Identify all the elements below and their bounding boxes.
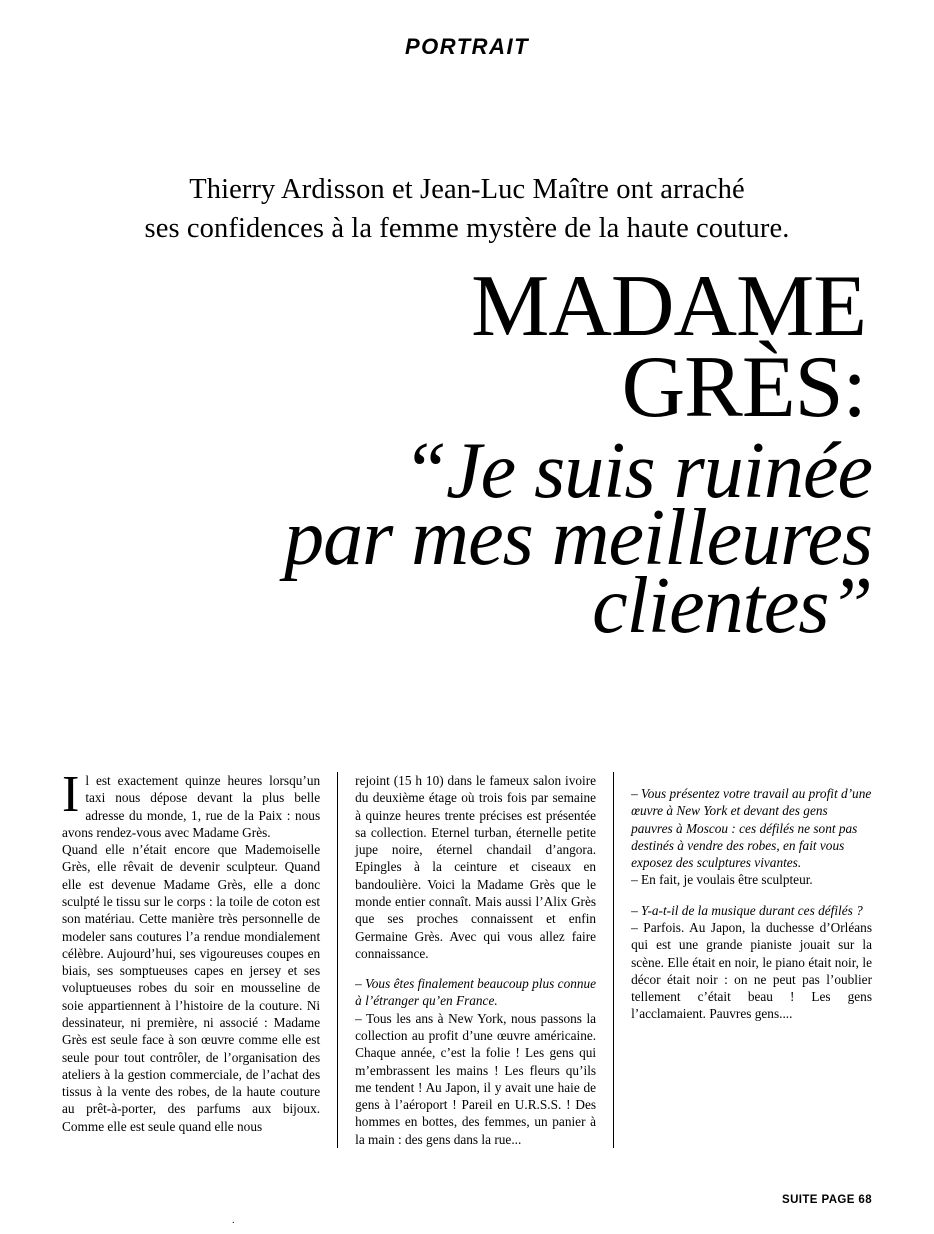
headline-line-5: clientes” xyxy=(592,561,872,650)
body-column-3 xyxy=(613,772,872,1148)
continuation-note: SUITE PAGE 68 xyxy=(782,1194,872,1206)
print-mark: . xyxy=(232,1215,235,1226)
body-column-2 xyxy=(337,772,596,1148)
body-column-1 xyxy=(62,766,321,1148)
headline-line-1: MADAME xyxy=(471,257,866,355)
deck-line-2: ses confidences à la femme mystère de la haute couture. xyxy=(144,213,790,245)
interview-answer-1: – Tous les ans à New York, nous passons la collection au profit d’une œuvre américaine. Chaque année, c’est la folie ! Les gens qui m’embrassent les mains ! Les fleurs qu’ils me tendent ! Au Japon, il y avait une haie de gens à l’aéroport ! Pareil en U.R.S.S. ! Des hommes en bottes, des femmes, un panier à la main : des gens dans la rue... xyxy=(355,1010,597,1147)
headline-line-3: “Je suis ruinée xyxy=(402,426,872,515)
paragraph-2: Quand elle n’était encore que Mademoiselle Grès, elle rêvait de devenir sculpteur. Quand elle est devenue Madame Grès, elle a donc sculpté le tissu sur le corps : la toile de coton est son matériau. Cette manière très personnelle de modeler sans coutures l’a rendue mondialement célèbre. Aujourd’hui, ses vigoureuses coupes en biais, ses somptueuses capes en jersey et ses voluptueuses robes du soir en mousseline de soie appartiennent à l’histoire de la couture. Ni dessinateur, ni première, ni associé : Madame Grès est seule face à son œuvre comme elle est seule pour tout contrôler, de l’organisation des ateliers à la gestion commerciale, de l’achat des tissus à la vente des robes, de la haute couture au prêt-à-porter, des parfums aux bijoux. Comme elle est seule quand elle nous xyxy=(62,842,321,1134)
article-headline xyxy=(62,257,872,650)
article-body xyxy=(62,766,873,1148)
article-deck xyxy=(62,170,872,249)
interview-question-1: – Vous êtes finalement beaucoup plus connue à l’étranger qu’en France. xyxy=(355,976,597,1009)
headline-line-4: par mes meilleures xyxy=(284,494,872,583)
interview-question-3: – Y-a-t-il de la musique durant ces défilés ? xyxy=(631,902,863,918)
magazine-page xyxy=(0,34,934,1234)
headline-line-2: GRÈS: xyxy=(621,338,866,436)
interview-question-2: – Vous présentez votre travail au profit d’une œuvre à New York et devant des gens pauvres à Moscou : ces défilés ne sont pas destinés à vendre des robes, en fait vous exposez des sculptures vivantes. xyxy=(631,786,872,871)
deck-line-1: Thierry Ardisson et Jean-Luc Maître ont arraché xyxy=(189,174,745,205)
drop-cap: I xyxy=(62,766,80,823)
intro-text: l est exactement quinze heures lorsqu’un taxi nous dépose devant la plus belle adresse du monde, 1, rue de la Paix : nous avons rendez-vous avec Madame Grès. xyxy=(62,773,321,840)
interview-answer-2: – En fait, je voulais être sculpteur. xyxy=(631,872,813,888)
paragraph-3: rejoint (15 h 10) dans le fameux salon ivoire du deuxième étage où trois fois par semaine à quinze heures trente précises est présentée sa collection. Eternel turban, éternelle petite jupe noire, éternel chandail d’angora. Epingles à la ceinture et ciseaux en bandoulière. Voici la Madame Grès que le monde entier connaît. Mais aussi l’Alix Grès que ses proches connaissent et enfin Germaine Grès. Avec qui vous allez faire connaissance. xyxy=(355,773,597,961)
section-kicker: PORTRAIT xyxy=(404,34,530,59)
intro-paragraph xyxy=(62,766,321,841)
interview-answer-3: – Parfois. Au Japon, la duchesse d’Orléans qui est une grande pianiste jouait sur la scène. Elle était en noir, le piano était noir, le décor était noir : on ne peut pas l’oublier tellement c’était beau ! Les gens l’acclamaient. Pauvres gens.... xyxy=(631,919,873,1022)
